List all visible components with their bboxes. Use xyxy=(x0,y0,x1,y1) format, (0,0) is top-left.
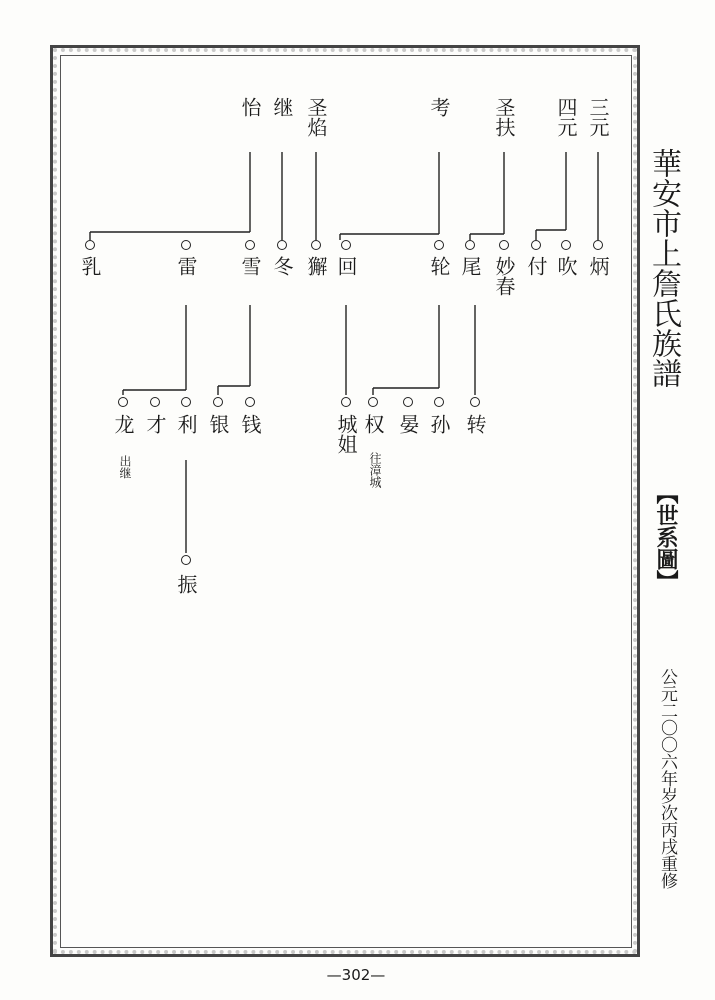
grandchild-note-long: 出继 xyxy=(118,455,132,479)
node-circle xyxy=(465,240,475,250)
node-circle xyxy=(561,240,571,250)
child-name-lei: 雷 xyxy=(174,256,198,276)
node-circle xyxy=(434,397,444,407)
child-name-wei: 尾 xyxy=(458,256,482,276)
grandchild-name-chengjie: 城姐 xyxy=(334,414,358,454)
node-circle xyxy=(341,397,351,407)
node-circle xyxy=(213,397,223,407)
node-circle xyxy=(85,240,95,250)
node-circle xyxy=(181,240,191,250)
node-circle xyxy=(277,240,287,250)
grandchild-name-long: 龙 xyxy=(111,414,135,434)
child-name-dong: 冬 xyxy=(270,256,294,276)
page-number: —302— xyxy=(326,966,386,984)
child-name-xue: 雪 xyxy=(238,256,262,276)
grandchild-name-zhuan: 转 xyxy=(463,414,487,434)
node-circle xyxy=(499,240,509,250)
grandchild-name-quan: 权 xyxy=(361,414,385,434)
node-circle xyxy=(311,240,321,250)
node-circle xyxy=(403,397,413,407)
genealogy-title: 華安市上詹氏族譜 xyxy=(646,148,681,388)
grandchild-name-yan: 晏 xyxy=(396,414,420,434)
grandchild-note-quan: 往漳城 xyxy=(368,452,382,488)
grandchild-name-cai: 才 xyxy=(143,414,167,434)
parent-name-shengfu: 圣扶 xyxy=(492,97,516,137)
grandchild-name-li: 利 xyxy=(174,414,198,434)
node-circle xyxy=(434,240,444,250)
great-grandchild-name-zhen: 振 xyxy=(174,574,198,594)
node-circle xyxy=(118,397,128,407)
node-circle xyxy=(245,397,255,407)
node-circle xyxy=(181,397,191,407)
grandchild-name-yin: 银 xyxy=(206,414,230,434)
parent-name-siyuan: 四元 xyxy=(554,97,578,137)
child-name-chui: 吹 xyxy=(554,256,578,276)
grandchild-name-sun: 孙 xyxy=(427,414,451,434)
child-name-miaochun: 妙春 xyxy=(492,256,516,296)
parent-name-ji: 继 xyxy=(270,97,294,117)
child-name-hui: 回 xyxy=(334,256,358,276)
child-name-ru: 乳 xyxy=(78,256,102,276)
node-circle xyxy=(245,240,255,250)
parent-name-yi: 怡 xyxy=(238,97,262,117)
child-name-bing: 炳 xyxy=(586,256,610,276)
child-name-xie: 獬 xyxy=(304,256,328,276)
child-name-fu: 付 xyxy=(524,256,548,276)
node-circle xyxy=(150,397,160,407)
section-label: 【世系圖】 xyxy=(653,482,679,592)
node-circle xyxy=(181,555,191,565)
node-circle xyxy=(531,240,541,250)
node-circle xyxy=(368,397,378,407)
child-name-lun: 轮 xyxy=(427,256,451,276)
grandchild-name-qian: 钱 xyxy=(238,414,262,434)
edition-note: 公元二〇〇六年岁次丙戌重修 xyxy=(657,668,677,889)
node-circle xyxy=(593,240,603,250)
parent-name-sanyuan: 三元 xyxy=(586,97,610,137)
parent-name-kao: 考 xyxy=(427,97,451,117)
node-circle xyxy=(341,240,351,250)
parent-name-shengyan: 圣焰 xyxy=(304,97,328,137)
node-circle xyxy=(470,397,480,407)
